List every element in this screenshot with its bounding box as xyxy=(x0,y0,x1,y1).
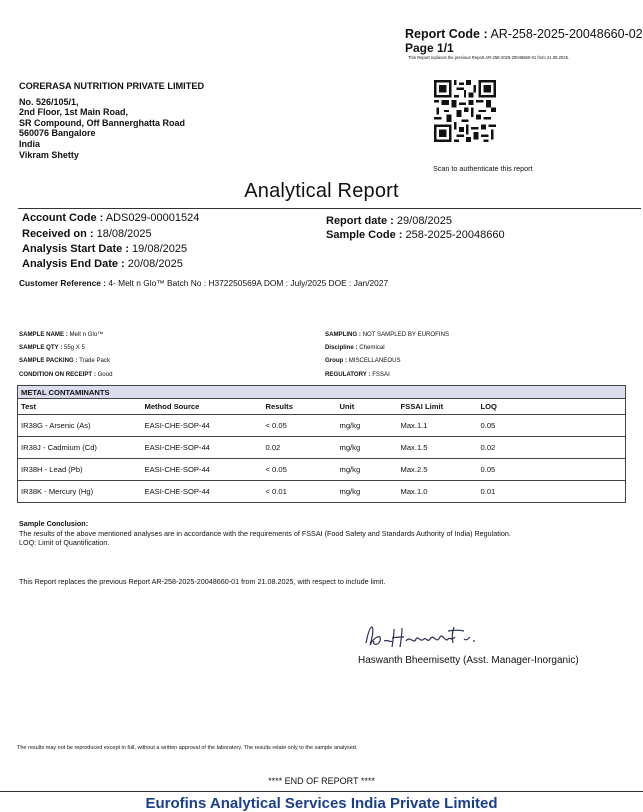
cell-result: < 0.05 xyxy=(263,459,337,481)
address-line: 560076 Bangalore xyxy=(19,128,96,139)
cell-method: EASI-CHE-SOP-44 xyxy=(142,415,263,437)
analysis-start-value: 19/08/2025 xyxy=(132,243,188,255)
discipline xyxy=(325,344,385,351)
received-on-label: Received on : xyxy=(22,228,94,240)
report-code-value: AR-258-2025-20048660-02 xyxy=(490,27,643,41)
footer-company: Eurofins Analytical Services India Private Limited xyxy=(145,795,498,812)
cell-loq: 0.02 xyxy=(478,437,626,459)
address-line: Vikram Shetty xyxy=(19,149,79,160)
sampling xyxy=(325,331,449,338)
meta-label: SAMPLE NAME : xyxy=(19,331,68,338)
address-line: SR Compound, Off Bannerghatta Road xyxy=(19,117,185,128)
signature-icon xyxy=(360,619,500,651)
footer-divider xyxy=(0,791,643,792)
analysis-end-label: Analysis End Date : xyxy=(22,258,125,270)
address-line: India xyxy=(19,138,41,149)
cell-unit: mg/kg xyxy=(337,415,398,437)
address-line: 2nd Floor, 1st Main Road, xyxy=(19,107,129,118)
meta-label: SAMPLE PACKING : xyxy=(19,357,78,364)
report-date xyxy=(326,215,452,227)
cell-limit: Max.2.5 xyxy=(398,459,478,481)
condition-on-receipt xyxy=(19,371,112,378)
meta-label: SAMPLING : xyxy=(325,331,361,338)
group xyxy=(325,357,401,364)
cell-test: IR38K - Mercury (Hg) xyxy=(18,481,142,503)
meta-value: FSSAI xyxy=(372,371,390,378)
conclusion-text: The results of the above mentioned analyses are in accordance with the requirements of FSSAI (Food Safety and Standards Authority of India) Regulation. xyxy=(19,528,511,538)
disclaimer: The results may not be reproduced except in full, without a written approval of the laboratory. The results relate only to the sample analysed. xyxy=(17,745,358,751)
loq-note: LOQ: Limit of Quantification. xyxy=(19,538,110,548)
account-code-value: ADS029-00001524 xyxy=(105,212,200,224)
cell-test: IR38J - Cadmium (Cd) xyxy=(18,437,142,459)
table-row xyxy=(18,415,626,437)
company-name: CORERASA NUTRITION PRIVATE LIMITED xyxy=(19,81,205,91)
customer-address xyxy=(19,81,204,160)
customer-reference-label: Customer Reference : xyxy=(19,278,107,288)
table-row xyxy=(18,481,626,503)
report-date-value: 29/08/2025 xyxy=(396,215,452,227)
meta-value: MISCELLANEOUS xyxy=(348,357,401,364)
sample-code-value: 258-2025-20048660 xyxy=(405,229,505,241)
page-number: Page 1/1 xyxy=(405,41,454,55)
table-row xyxy=(18,459,626,481)
title-divider xyxy=(18,208,641,209)
sample-code-label: Sample Code : xyxy=(326,229,403,241)
conclusion-heading: Sample Conclusion: xyxy=(19,519,89,528)
qr-caption: Scan to authenticate this report xyxy=(433,164,533,173)
cell-test: IR38H - Lead (Pb) xyxy=(18,459,142,481)
meta-label: Group : xyxy=(325,357,348,364)
section-title: METAL CONTAMINANTS xyxy=(18,386,626,399)
results-table xyxy=(17,385,626,503)
meta-value: Good xyxy=(97,371,113,378)
analysis-start-date xyxy=(22,243,187,255)
regulatory xyxy=(325,371,390,378)
end-of-report: **** END OF REPORT **** xyxy=(268,776,375,786)
received-on-value: 18/08/2025 xyxy=(96,228,152,240)
signer-name: Haswanth Bheemisetty (Asst. Manager-Inorganic) xyxy=(358,655,579,666)
column-header: Method Source xyxy=(142,399,263,415)
address-line: No. 526/105/1, xyxy=(19,96,79,107)
meta-value: Melt n Glo™ xyxy=(69,331,104,338)
cell-result: < 0.01 xyxy=(263,481,337,503)
customer-reference xyxy=(19,278,388,288)
cell-method: EASI-CHE-SOP-44 xyxy=(142,459,263,481)
meta-value: NOT SAMPLED BY EUROFINS xyxy=(362,331,450,338)
table-row xyxy=(18,437,626,459)
page-title: Analytical Report xyxy=(244,180,399,202)
replaces-note: This Report replaces the previous Report AR-258-2025-20048660-01 from 21.08.2025. xyxy=(408,55,570,60)
received-on xyxy=(22,228,152,240)
column-header: Results xyxy=(263,399,337,415)
cell-method: EASI-CHE-SOP-44 xyxy=(142,481,263,503)
cell-result: < 0.05 xyxy=(263,415,337,437)
cell-unit: mg/kg xyxy=(337,437,398,459)
sample-conclusion xyxy=(19,519,599,548)
sample-name xyxy=(19,331,103,338)
meta-value: Chemical xyxy=(359,344,385,351)
meta-label: Discipline : xyxy=(325,344,358,351)
cell-method: EASI-CHE-SOP-44 xyxy=(142,437,263,459)
report-code xyxy=(405,27,643,41)
cell-limit: Max.1.1 xyxy=(398,415,478,437)
meta-label: SAMPLE QTY : xyxy=(19,344,63,351)
column-header: Test xyxy=(18,399,142,415)
qr-code-icon[interactable] xyxy=(431,80,499,142)
meta-label: CONDITION ON RECEIPT : xyxy=(19,371,96,378)
meta-label: REGULATORY : xyxy=(325,371,371,378)
cell-loq: 0.05 xyxy=(478,459,626,481)
column-header: LOQ xyxy=(478,399,626,415)
cell-loq: 0.05 xyxy=(478,415,626,437)
column-header: FSSAI Limit xyxy=(398,399,478,415)
cell-limit: Max.1.0 xyxy=(398,481,478,503)
sample-qty xyxy=(19,344,85,351)
cell-limit: Max.1.5 xyxy=(398,437,478,459)
customer-reference-value: 4- Melt n Glo™ Batch No : H372250569A DOM : July/2025 DOE : Jan/2027 xyxy=(108,278,389,288)
sample-code xyxy=(326,229,505,241)
report-code-label: Report Code : xyxy=(405,27,488,41)
sample-packing xyxy=(19,357,110,364)
cell-unit: mg/kg xyxy=(337,481,398,503)
meta-value: Trade Pack xyxy=(79,357,110,364)
column-header: Unit xyxy=(337,399,398,415)
replace-statement: This Report replaces the previous Report AR-258-2025-20048660-01 from 21.08.2025, with respect to include limit. xyxy=(19,577,386,586)
table-header-row xyxy=(18,399,626,415)
cell-test: IR38G - Arsenic (As) xyxy=(18,415,142,437)
meta-value: 55g X 5 xyxy=(63,344,85,351)
cell-result: 0.02 xyxy=(263,437,337,459)
cell-loq: 0.01 xyxy=(478,481,626,503)
section-header-row xyxy=(18,386,626,399)
analysis-end-value: 20/08/2025 xyxy=(127,258,183,270)
analysis-start-label: Analysis Start Date : xyxy=(22,243,129,255)
cell-unit: mg/kg xyxy=(337,459,398,481)
account-code-label: Account Code : xyxy=(22,212,104,224)
account-code xyxy=(22,212,199,224)
analysis-end-date xyxy=(22,258,183,270)
report-date-label: Report date : xyxy=(326,215,394,227)
